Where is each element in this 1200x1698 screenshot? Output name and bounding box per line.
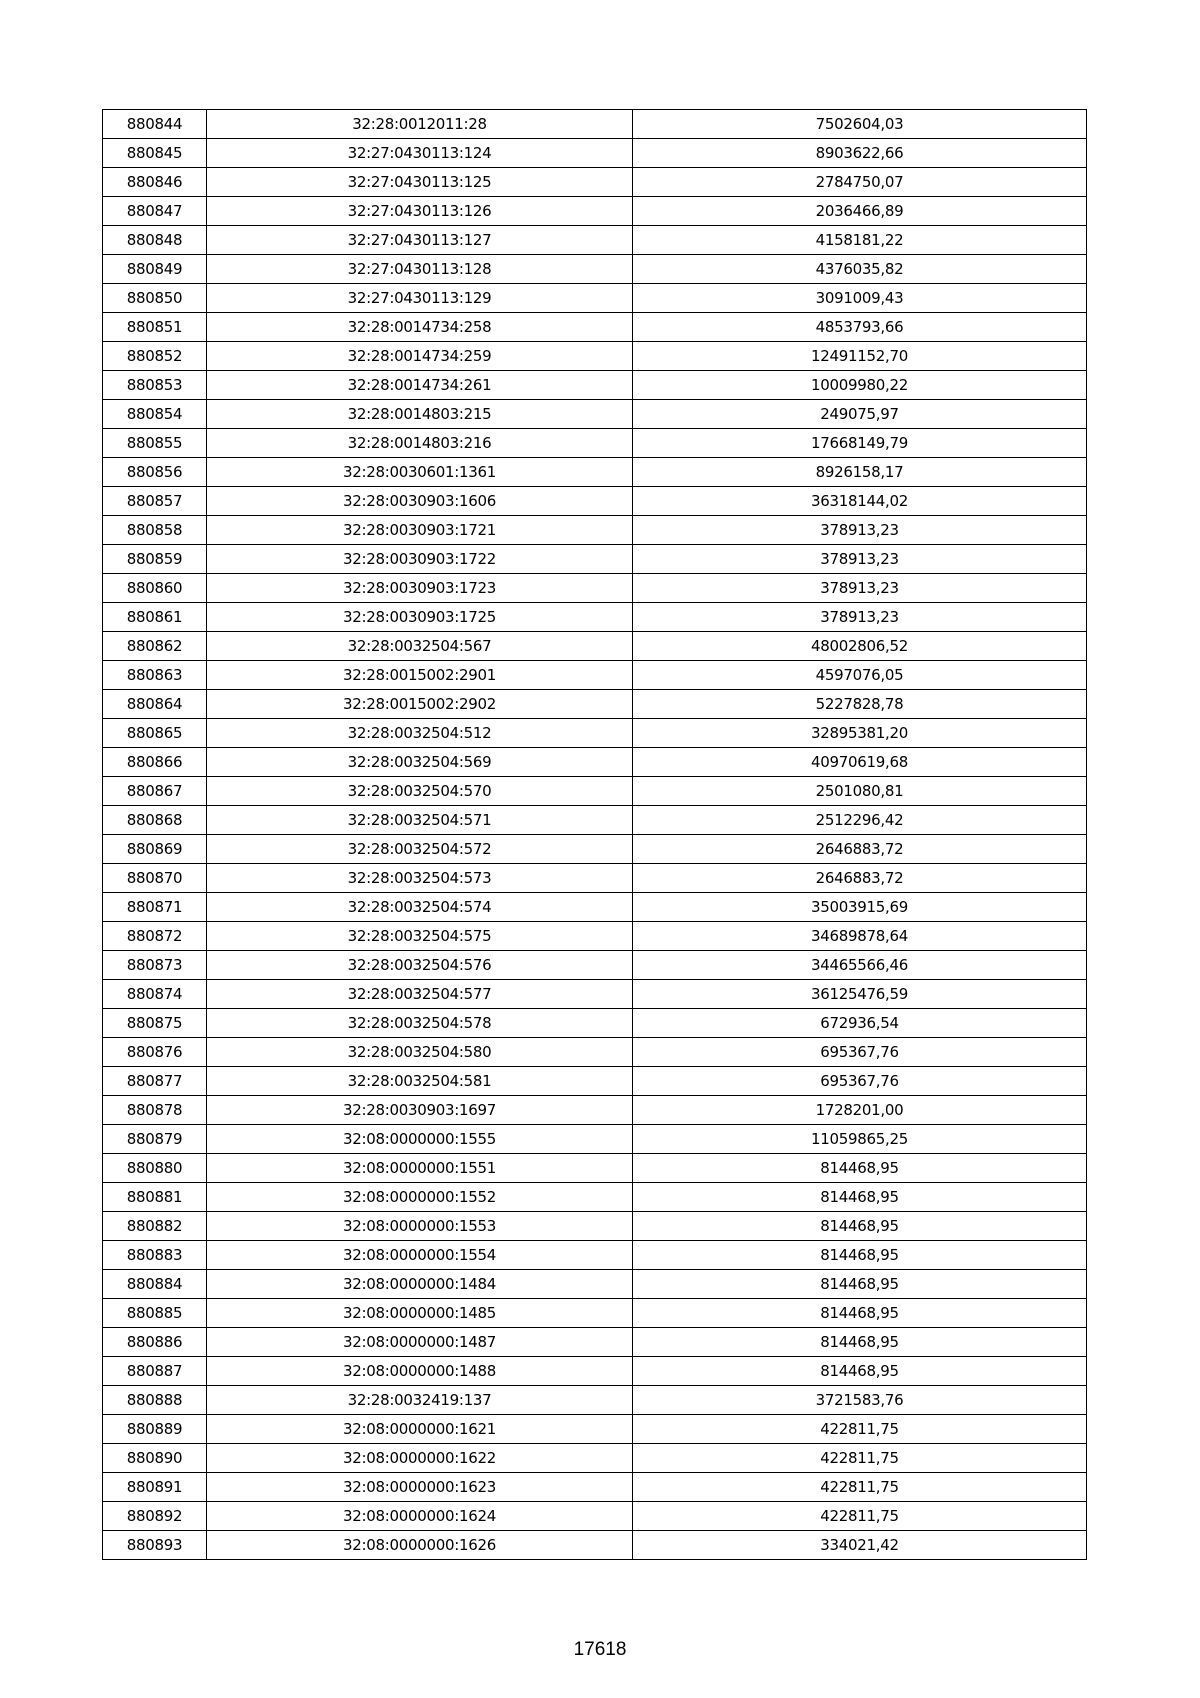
row-number-cell: 880848	[103, 226, 207, 255]
row-number-cell: 880872	[103, 922, 207, 951]
value-cell: 378913,23	[633, 516, 1087, 545]
table-row	[103, 777, 1087, 806]
cadastral-number-cell: 32:08:0000000:1555	[207, 1125, 633, 1154]
cadastral-number-cell: 32:08:0000000:1487	[207, 1328, 633, 1357]
registry-table	[102, 109, 1087, 1560]
row-number-cell: 880876	[103, 1038, 207, 1067]
table-row	[103, 1415, 1087, 1444]
value-cell: 814468,95	[633, 1299, 1087, 1328]
value-cell: 814468,95	[633, 1154, 1087, 1183]
table-row	[103, 429, 1087, 458]
table-row	[103, 603, 1087, 632]
value-cell: 35003915,69	[633, 893, 1087, 922]
cadastral-number-cell: 32:28:0032504:569	[207, 748, 633, 777]
table-row	[103, 1096, 1087, 1125]
value-cell: 3091009,43	[633, 284, 1087, 313]
cadastral-number-cell: 32:08:0000000:1622	[207, 1444, 633, 1473]
cadastral-number-cell: 32:28:0032504:574	[207, 893, 633, 922]
table-row	[103, 139, 1087, 168]
cadastral-number-cell: 32:28:0015002:2901	[207, 661, 633, 690]
row-number-cell: 880859	[103, 545, 207, 574]
row-number-cell: 880855	[103, 429, 207, 458]
table-row	[103, 864, 1087, 893]
table-row	[103, 545, 1087, 574]
value-cell: 4376035,82	[633, 255, 1087, 284]
cadastral-number-cell: 32:28:0014803:215	[207, 400, 633, 429]
value-cell: 814468,95	[633, 1270, 1087, 1299]
cadastral-number-cell: 32:08:0000000:1485	[207, 1299, 633, 1328]
table-row	[103, 226, 1087, 255]
row-number-cell: 880853	[103, 371, 207, 400]
cadastral-number-cell: 32:27:0430113:126	[207, 197, 633, 226]
value-cell: 422811,75	[633, 1502, 1087, 1531]
row-number-cell: 880860	[103, 574, 207, 603]
row-number-cell: 880884	[103, 1270, 207, 1299]
value-cell: 2501080,81	[633, 777, 1087, 806]
table-row	[103, 719, 1087, 748]
cadastral-number-cell: 32:28:0030903:1606	[207, 487, 633, 516]
cadastral-number-cell: 32:28:0032504:567	[207, 632, 633, 661]
table-row	[103, 1299, 1087, 1328]
value-cell: 249075,97	[633, 400, 1087, 429]
table-row	[103, 516, 1087, 545]
table-row	[103, 1502, 1087, 1531]
table-row	[103, 1473, 1087, 1502]
table-row	[103, 1270, 1087, 1299]
value-cell: 1728201,00	[633, 1096, 1087, 1125]
table-row	[103, 110, 1087, 139]
row-number-cell: 880879	[103, 1125, 207, 1154]
cadastral-number-cell: 32:08:0000000:1484	[207, 1270, 633, 1299]
table-row	[103, 255, 1087, 284]
row-number-cell: 880885	[103, 1299, 207, 1328]
table-row	[103, 1038, 1087, 1067]
cadastral-number-cell: 32:28:0030601:1361	[207, 458, 633, 487]
table-row	[103, 690, 1087, 719]
table-row	[103, 1009, 1087, 1038]
table-row	[103, 1241, 1087, 1270]
cadastral-number-cell: 32:27:0430113:129	[207, 284, 633, 313]
value-cell: 32895381,20	[633, 719, 1087, 748]
row-number-cell: 880854	[103, 400, 207, 429]
row-number-cell: 880869	[103, 835, 207, 864]
value-cell: 814468,95	[633, 1183, 1087, 1212]
cadastral-number-cell: 32:27:0430113:124	[207, 139, 633, 168]
cadastral-number-cell: 32:28:0015002:2902	[207, 690, 633, 719]
cadastral-number-cell: 32:27:0430113:128	[207, 255, 633, 284]
value-cell: 34689878,64	[633, 922, 1087, 951]
cadastral-number-cell: 32:28:0032504:580	[207, 1038, 633, 1067]
value-cell: 378913,23	[633, 574, 1087, 603]
table-row	[103, 487, 1087, 516]
row-number-cell: 880881	[103, 1183, 207, 1212]
row-number-cell: 880882	[103, 1212, 207, 1241]
row-number-cell: 880893	[103, 1531, 207, 1560]
cadastral-number-cell: 32:28:0032504:572	[207, 835, 633, 864]
value-cell: 8926158,17	[633, 458, 1087, 487]
value-cell: 5227828,78	[633, 690, 1087, 719]
table-row	[103, 893, 1087, 922]
value-cell: 36125476,59	[633, 980, 1087, 1009]
cadastral-number-cell: 32:08:0000000:1552	[207, 1183, 633, 1212]
row-number-cell: 880878	[103, 1096, 207, 1125]
value-cell: 378913,23	[633, 603, 1087, 632]
value-cell: 2512296,42	[633, 806, 1087, 835]
value-cell: 17668149,79	[633, 429, 1087, 458]
cadastral-number-cell: 32:28:0030903:1722	[207, 545, 633, 574]
row-number-cell: 880892	[103, 1502, 207, 1531]
table-row	[103, 1154, 1087, 1183]
cadastral-number-cell: 32:28:0032504:570	[207, 777, 633, 806]
cadastral-number-cell: 32:08:0000000:1488	[207, 1357, 633, 1386]
row-number-cell: 880887	[103, 1357, 207, 1386]
row-number-cell: 880889	[103, 1415, 207, 1444]
row-number-cell: 880847	[103, 197, 207, 226]
cadastral-number-cell: 32:28:0032504:577	[207, 980, 633, 1009]
table-row	[103, 1125, 1087, 1154]
value-cell: 4597076,05	[633, 661, 1087, 690]
row-number-cell: 880850	[103, 284, 207, 313]
value-cell: 814468,95	[633, 1357, 1087, 1386]
table-row	[103, 1357, 1087, 1386]
row-number-cell: 880890	[103, 1444, 207, 1473]
table-row	[103, 284, 1087, 313]
value-cell: 11059865,25	[633, 1125, 1087, 1154]
table-row	[103, 371, 1087, 400]
value-cell: 48002806,52	[633, 632, 1087, 661]
table-row	[103, 806, 1087, 835]
value-cell: 2036466,89	[633, 197, 1087, 226]
cadastral-number-cell: 32:27:0430113:127	[207, 226, 633, 255]
cadastral-number-cell: 32:28:0030903:1725	[207, 603, 633, 632]
value-cell: 814468,95	[633, 1328, 1087, 1357]
row-number-cell: 880858	[103, 516, 207, 545]
cadastral-number-cell: 32:28:0030903:1721	[207, 516, 633, 545]
row-number-cell: 880844	[103, 110, 207, 139]
row-number-cell: 880873	[103, 951, 207, 980]
row-number-cell: 880856	[103, 458, 207, 487]
row-number-cell: 880871	[103, 893, 207, 922]
value-cell: 2784750,07	[633, 168, 1087, 197]
table-row	[103, 1067, 1087, 1096]
row-number-cell: 880845	[103, 139, 207, 168]
cadastral-number-cell: 32:28:0032504:512	[207, 719, 633, 748]
value-cell: 7502604,03	[633, 110, 1087, 139]
table-row	[103, 980, 1087, 1009]
row-number-cell: 880846	[103, 168, 207, 197]
table-row	[103, 574, 1087, 603]
cadastral-number-cell: 32:28:0030903:1697	[207, 1096, 633, 1125]
table-row	[103, 1531, 1087, 1560]
value-cell: 2646883,72	[633, 835, 1087, 864]
cadastral-number-cell: 32:08:0000000:1621	[207, 1415, 633, 1444]
cadastral-number-cell: 32:28:0014734:259	[207, 342, 633, 371]
cadastral-number-cell: 32:28:0032504:573	[207, 864, 633, 893]
row-number-cell: 880864	[103, 690, 207, 719]
cadastral-number-cell: 32:28:0032504:578	[207, 1009, 633, 1038]
table-row	[103, 1444, 1087, 1473]
table-row	[103, 342, 1087, 371]
table-row	[103, 835, 1087, 864]
row-number-cell: 880863	[103, 661, 207, 690]
cadastral-number-cell: 32:28:0012011:28	[207, 110, 633, 139]
table-row	[103, 1212, 1087, 1241]
table-row	[103, 1328, 1087, 1357]
table-row	[103, 922, 1087, 951]
row-number-cell: 880861	[103, 603, 207, 632]
cadastral-number-cell: 32:27:0430113:125	[207, 168, 633, 197]
row-number-cell: 880868	[103, 806, 207, 835]
cadastral-number-cell: 32:08:0000000:1624	[207, 1502, 633, 1531]
table-row	[103, 168, 1087, 197]
table-row	[103, 197, 1087, 226]
cadastral-number-cell: 32:08:0000000:1626	[207, 1531, 633, 1560]
cadastral-number-cell: 32:28:0032504:571	[207, 806, 633, 835]
row-number-cell: 880886	[103, 1328, 207, 1357]
value-cell: 422811,75	[633, 1415, 1087, 1444]
value-cell: 34465566,46	[633, 951, 1087, 980]
value-cell: 12491152,70	[633, 342, 1087, 371]
row-number-cell: 880862	[103, 632, 207, 661]
row-number-cell: 880865	[103, 719, 207, 748]
row-number-cell: 880891	[103, 1473, 207, 1502]
value-cell: 40970619,68	[633, 748, 1087, 777]
cadastral-number-cell: 32:28:0014734:258	[207, 313, 633, 342]
value-cell: 10009980,22	[633, 371, 1087, 400]
value-cell: 695367,76	[633, 1038, 1087, 1067]
value-cell: 814468,95	[633, 1212, 1087, 1241]
table-row	[103, 313, 1087, 342]
cadastral-number-cell: 32:28:0032504:581	[207, 1067, 633, 1096]
registry-table-body	[103, 110, 1087, 1560]
cadastral-number-cell: 32:08:0000000:1553	[207, 1212, 633, 1241]
cadastral-number-cell: 32:28:0014803:216	[207, 429, 633, 458]
cadastral-number-cell: 32:28:0014734:261	[207, 371, 633, 400]
row-number-cell: 880880	[103, 1154, 207, 1183]
value-cell: 8903622,66	[633, 139, 1087, 168]
cadastral-number-cell: 32:08:0000000:1623	[207, 1473, 633, 1502]
cadastral-number-cell: 32:28:0030903:1723	[207, 574, 633, 603]
table-row	[103, 748, 1087, 777]
value-cell: 672936,54	[633, 1009, 1087, 1038]
value-cell: 3721583,76	[633, 1386, 1087, 1415]
value-cell: 4853793,66	[633, 313, 1087, 342]
table-row	[103, 632, 1087, 661]
table-row	[103, 1386, 1087, 1415]
row-number-cell: 880867	[103, 777, 207, 806]
row-number-cell: 880874	[103, 980, 207, 1009]
cadastral-number-cell: 32:28:0032504:575	[207, 922, 633, 951]
cadastral-number-cell: 32:28:0032419:137	[207, 1386, 633, 1415]
table-row	[103, 661, 1087, 690]
row-number-cell: 880866	[103, 748, 207, 777]
row-number-cell: 880849	[103, 255, 207, 284]
row-number-cell: 880870	[103, 864, 207, 893]
value-cell: 2646883,72	[633, 864, 1087, 893]
row-number-cell: 880851	[103, 313, 207, 342]
table-row	[103, 951, 1087, 980]
row-number-cell: 880852	[103, 342, 207, 371]
value-cell: 695367,76	[633, 1067, 1087, 1096]
row-number-cell: 880888	[103, 1386, 207, 1415]
page-number: 17618	[573, 1639, 627, 1660]
cadastral-number-cell: 32:08:0000000:1554	[207, 1241, 633, 1270]
table-row	[103, 400, 1087, 429]
value-cell: 814468,95	[633, 1241, 1087, 1270]
table-row	[103, 458, 1087, 487]
value-cell: 334021,42	[633, 1531, 1087, 1560]
value-cell: 4158181,22	[633, 226, 1087, 255]
value-cell: 378913,23	[633, 545, 1087, 574]
value-cell: 422811,75	[633, 1473, 1087, 1502]
row-number-cell: 880857	[103, 487, 207, 516]
cadastral-number-cell: 32:08:0000000:1551	[207, 1154, 633, 1183]
row-number-cell: 880883	[103, 1241, 207, 1270]
row-number-cell: 880875	[103, 1009, 207, 1038]
table-row	[103, 1183, 1087, 1212]
cadastral-number-cell: 32:28:0032504:576	[207, 951, 633, 980]
value-cell: 36318144,02	[633, 487, 1087, 516]
value-cell: 422811,75	[633, 1444, 1087, 1473]
row-number-cell: 880877	[103, 1067, 207, 1096]
